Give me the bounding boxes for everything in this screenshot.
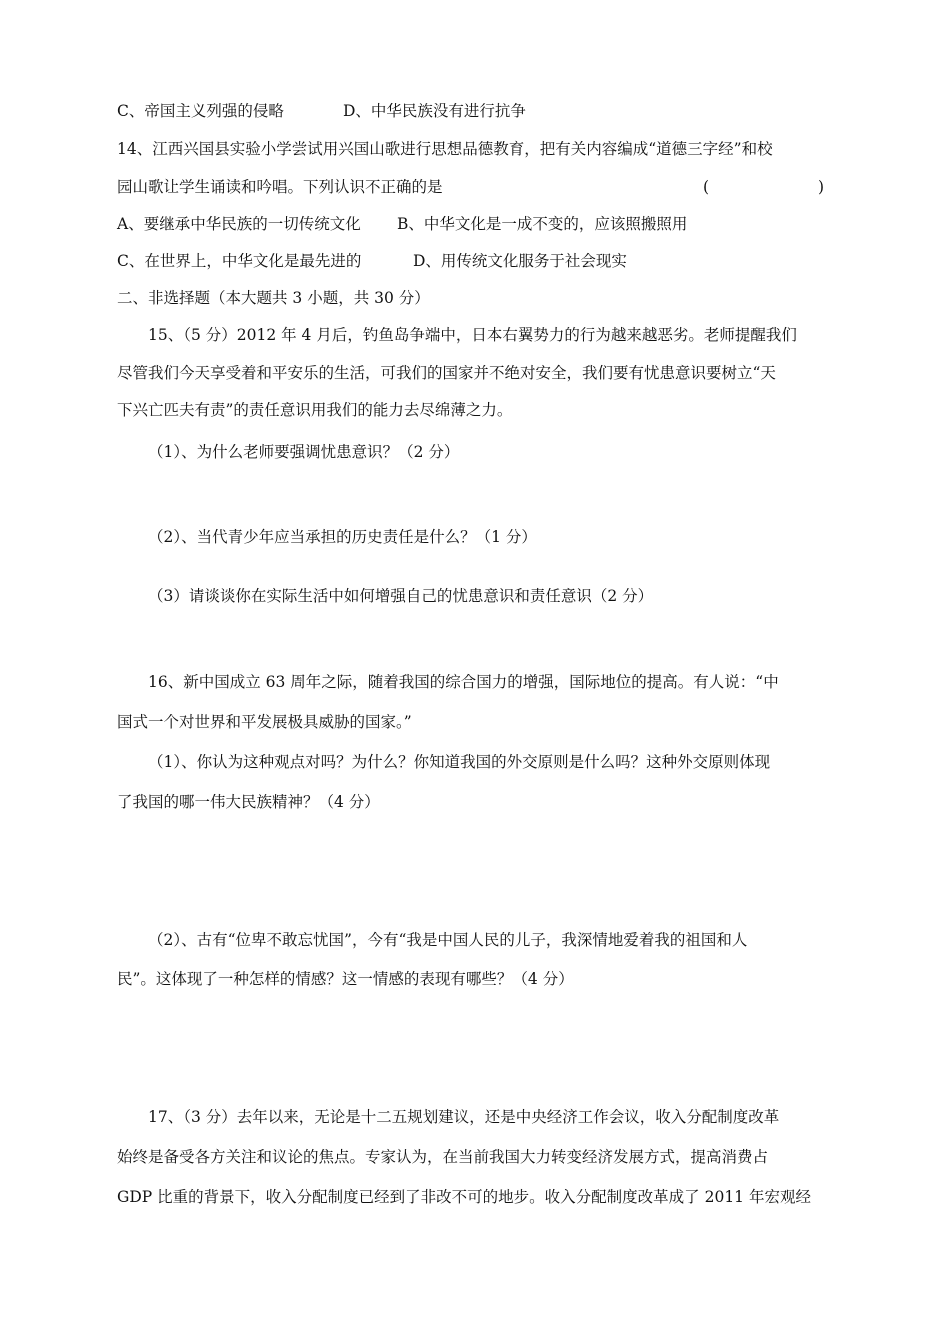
q14-answer-bracket-open: ( [703, 178, 710, 196]
q16-stem-line-1: 16、新中国成立 63 周年之际，随着我国的综合国力的增强，国际地位的提高。有人说：“中 [148, 673, 779, 691]
section-heading: 二、非选择题（本大题共 3 小题，共 30 分） [117, 289, 430, 307]
q17-stem-line-3: GDP 比重的背景下，收入分配制度已经到了非改不可的地步。收入分配制度改革成了 2011 年宏观经 [117, 1188, 811, 1206]
q15-stem-line-2: 尽管我们今天享受着和平安乐的生活，可我们的国家并不绝对安全，我们要有忧患意识要树立“天 [117, 364, 776, 382]
q13-option-d: D、中华民族没有进行抗争 [343, 102, 526, 120]
q14-option-a: A、要继承中华民族的一切传统文化 [117, 215, 361, 233]
q15-sub-question-3: （3）请谈谈你在实际生活中如何增强自己的忧患意识和责任意识（2 分） [148, 587, 654, 605]
q17-stem-line-2: 始终是备受各方关注和议论的焦点。专家认为，在当前我国大力转变经济发展方式，提高消费占 [117, 1148, 769, 1166]
q16-sub-question-1-line-2: 了我国的哪一伟大民族精神？（4 分） [117, 793, 380, 811]
q16-sub-question-2-line-2: 民”。这体现了一种怎样的情感？这一情感的表现有哪些？（4 分） [117, 970, 574, 988]
q15-stem-line-3: 下兴亡匹夫有责”的责任意识用我们的能力去尽绵薄之力。 [117, 401, 513, 419]
q14-option-b: B、中华文化是一成不变的，应该照搬照用 [397, 215, 688, 233]
q15-sub-question-1: （1）、为什么老师要强调忧患意识？（2 分） [148, 443, 460, 461]
q15-sub-question-2: （2）、当代青少年应当承担的历史责任是什么？（1 分） [148, 528, 537, 546]
q17-stem-line-1: 17、（3 分）去年以来，无论是十二五规划建议，还是中央经济工作会议，收入分配制度改革 [148, 1108, 780, 1126]
q16-sub-question-1-line-1: （1）、你认为这种观点对吗？为什么？你知道我国的外交原则是什么吗？这种外交原则体现 [148, 753, 771, 771]
q14-answer-bracket-close: ) [818, 178, 825, 196]
q14-stem-line-1: 14、江西兴国县实验小学尝试用兴国山歌进行思想品德教育，把有关内容编成“道德三字经”和校 [117, 140, 773, 158]
q14-option-d: D、用传统文化服务于社会现实 [413, 252, 627, 270]
q14-stem-line-2: 园山歌让学生诵读和吟唱。下列认识不正确的是 [117, 178, 443, 196]
q15-stem-line-1: 15、（5 分）2012 年 4 月后，钓鱼岛争端中，日本右翼势力的行为越来越恶劣。老师提醒我们 [148, 326, 797, 344]
q13-option-c: C、帝国主义列强的侵略 [117, 102, 284, 120]
q16-sub-question-2-line-1: （2）、古有“位卑不敢忘忧国”，今有“我是中国人民的儿子，我深情地爱着我的祖国和人 [148, 931, 748, 949]
q14-option-c: C、在世界上，中华文化是最先进的 [117, 252, 362, 270]
q16-stem-line-2: 国式一个对世界和平发展极具威胁的国家。” [117, 713, 412, 731]
